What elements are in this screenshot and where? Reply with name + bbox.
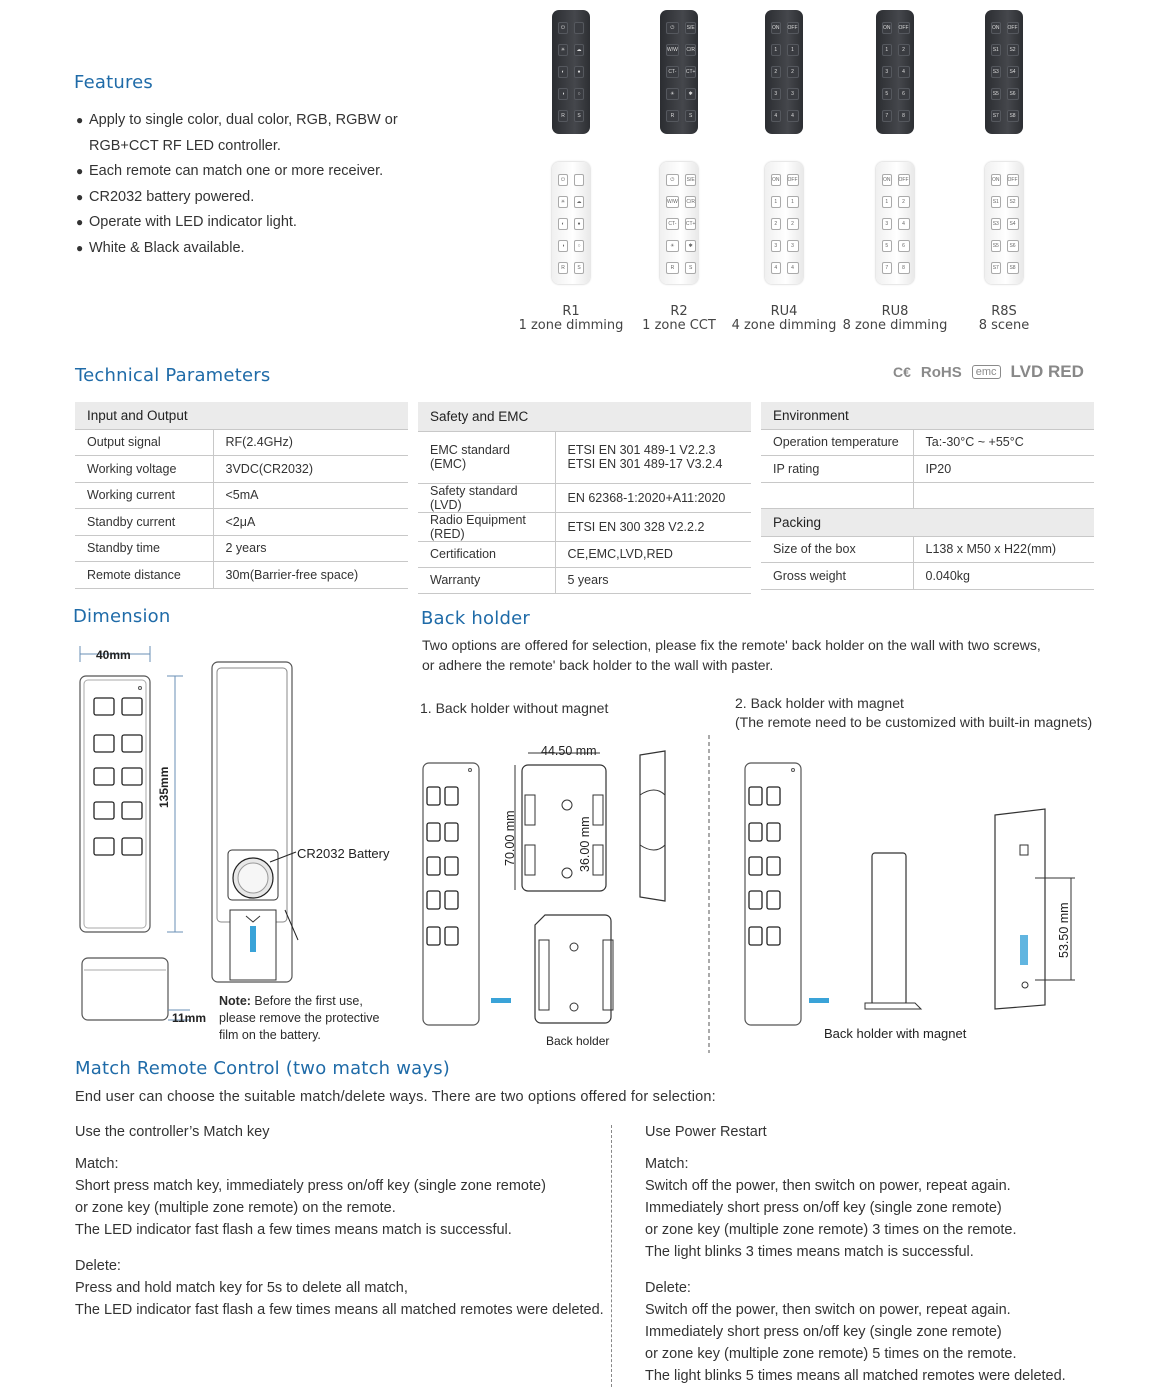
remote-key: S1 — [991, 44, 1001, 56]
model-desc: 4 zone dimming — [731, 318, 837, 333]
param-value: <5mA — [213, 482, 408, 509]
param-value: 5 years — [555, 567, 751, 593]
feature-item: ● White & Black available. — [76, 236, 406, 262]
remote-key: ○ — [574, 88, 584, 100]
delete-label: Delete: — [645, 1280, 691, 1296]
table-row — [418, 431, 751, 483]
remote-key: ◑ — [558, 88, 568, 100]
model-desc: 8 zone dimming — [842, 318, 948, 333]
table-row — [75, 429, 408, 456]
remote-key: 2 — [787, 66, 799, 78]
model-desc: 1 zone CCT — [642, 318, 716, 333]
param-name: Standby time — [75, 535, 213, 562]
remote-key: S5 — [991, 240, 1001, 252]
table-row — [761, 482, 1094, 509]
remote-key — [574, 174, 584, 186]
remote-key: OFF — [898, 174, 910, 186]
feature-item: ● Apply to single color, dual color, RGB, RGBW or RGB+CCT RF LED controller. — [76, 108, 406, 159]
remote-key: ON — [991, 174, 1001, 186]
param-name: Radio Equipment (RED) — [418, 512, 555, 541]
remote-key: ON — [771, 174, 781, 186]
remote-key: 4 — [787, 262, 799, 274]
remote-key: OFF — [787, 174, 799, 186]
remote-white-r8s — [985, 162, 1023, 284]
dim-width-label: 40mm — [96, 648, 131, 662]
battery-note — [219, 993, 394, 1044]
features-title: Features — [74, 72, 153, 93]
dimension-drawing — [70, 640, 410, 1050]
tech-title: Technical Parameters — [75, 365, 271, 386]
remote-key: 2 — [898, 44, 910, 56]
remote-key: OFF — [1007, 22, 1019, 34]
table-row — [418, 512, 751, 541]
packing-header: Packing — [761, 509, 1094, 536]
step-line: or zone key (multiple zone remote) 3 times on the remote. — [645, 1222, 1017, 1238]
remote-key: 6 — [898, 88, 910, 100]
step-line: The LED indicator fast flash a few times means all matched remotes were deleted. — [75, 1302, 604, 1318]
step-line: or zone key (multiple zone remote) 5 times on the remote. — [645, 1346, 1017, 1362]
match-intro: End user can choose the suitable match/delete ways. There are two options offered for selection: — [75, 1089, 716, 1105]
table-row — [761, 429, 1094, 456]
param-name: Operation temperature — [761, 429, 913, 456]
battery-label: CR2032 Battery — [297, 846, 390, 861]
model-code: RU4 — [770, 304, 798, 319]
table-row — [418, 483, 751, 512]
remote-key: 6 — [898, 240, 910, 252]
table-row — [418, 567, 751, 593]
param-value: <2μA — [213, 509, 408, 536]
remote-key: 7 — [882, 110, 892, 122]
option2-title: 2. Back holder with magnet — [735, 695, 904, 711]
table-row — [75, 509, 408, 536]
param-value: 0.040kg — [913, 563, 1094, 590]
remote-key: S6 — [1007, 88, 1019, 100]
remote-black-r2 — [660, 10, 698, 134]
param-name: EMC standard (EMC) — [418, 431, 555, 483]
remote-key: ⏻ — [666, 174, 679, 186]
remote-key: 2 — [771, 218, 781, 230]
remote-key: S/E — [685, 22, 697, 34]
param-value: L138 x M50 x H22(mm) — [913, 536, 1094, 563]
remote-key: OFF — [1007, 174, 1019, 186]
remote-key: 4 — [787, 110, 799, 122]
remote-key: ✱ — [685, 88, 697, 100]
remote-key: 4 — [771, 262, 781, 274]
remote-black-r8s — [985, 10, 1023, 134]
remote-white-r2 — [660, 162, 698, 284]
remote-key: S2 — [1007, 196, 1019, 208]
param-value: ETSI EN 300 328 V2.2.2 — [555, 512, 751, 541]
remote-key: W/W — [666, 196, 679, 208]
remote-key: 4 — [898, 66, 910, 78]
table-row — [761, 536, 1094, 563]
remote-key: R — [666, 262, 679, 274]
dim-depth-label: 11mm — [172, 1011, 207, 1025]
model-label — [729, 305, 839, 333]
note-text: Before the first use, please remove the protective film on the battery. — [219, 994, 380, 1042]
delete-label: Delete: — [75, 1258, 121, 1274]
ce-mark-icon: C€ — [893, 364, 911, 380]
param-name: Safety standard (LVD) — [418, 483, 555, 512]
magnet-holder-caption: Back holder with magnet — [824, 1026, 967, 1041]
back-holder-intro-1: Two options are offered for selection, please fix the remote' back holder on the wall with two screws, — [422, 637, 1041, 653]
remote-key: S/E — [685, 174, 697, 186]
feature-item: ● Each remote can match one or more receiver. — [76, 159, 406, 185]
param-value: 3VDC(CR2032) — [213, 456, 408, 483]
power-restart-heading: Use Power Restart — [645, 1124, 767, 1140]
remote-key: S6 — [1007, 240, 1019, 252]
model-label — [624, 305, 734, 333]
remote-key: 3 — [882, 218, 892, 230]
param-value: RF(2.4GHz) — [213, 429, 408, 456]
step-line: Switch off the power, then switch on power, repeat again. — [645, 1178, 1011, 1194]
step-line: Immediately short press on/off key (single zone remote) — [645, 1324, 1002, 1340]
environment-header: Environment — [761, 402, 1094, 429]
remote-key: 3 — [882, 66, 892, 78]
lvd-red-mark: LVD RED — [1010, 362, 1084, 381]
remote-key: 3 — [771, 240, 781, 252]
remote-key: 8 — [898, 110, 910, 122]
feature-item: ● Operate with LED indicator light. — [76, 210, 406, 236]
safety-table — [418, 402, 751, 594]
model-desc: 1 zone dimming — [518, 318, 624, 333]
table-row — [761, 456, 1094, 483]
step-line: The LED indicator fast flash a few times means match is successful. — [75, 1222, 512, 1238]
remote-key: ☀ — [558, 196, 568, 208]
safety-header: Safety and EMC — [418, 402, 751, 431]
remote-key: R — [558, 110, 568, 122]
step-line: Immediately short press on/off key (single zone remote) — [645, 1200, 1002, 1216]
remote-key: ON — [882, 22, 892, 34]
option1-title: 1. Back holder without magnet — [420, 700, 609, 716]
step-line: The light blinks 3 times means match is successful. — [645, 1244, 974, 1260]
param-value: IP20 — [913, 456, 1094, 483]
table-row — [75, 562, 408, 589]
remote-key: ON — [991, 22, 1001, 34]
holder-hole-label: 36.00 mm — [578, 816, 592, 872]
remote-key: 4 — [771, 110, 781, 122]
remote-key: ☁ — [574, 44, 584, 56]
param-name: Standby current — [75, 509, 213, 536]
io-table — [75, 402, 408, 589]
param-value: ETSI EN 301 489-1 V2.2.3 ETSI EN 301 489-17 V3.2.4 — [555, 431, 751, 483]
match-steps — [645, 1175, 1145, 1263]
remote-key: ⏻ — [558, 174, 568, 186]
param-name: Remote distance — [75, 562, 213, 589]
remote-black-r1 — [552, 10, 590, 134]
param-name: Warranty — [418, 567, 555, 593]
remote-key: 5 — [882, 88, 892, 100]
param-name: Output signal — [75, 429, 213, 456]
remote-key: S3 — [991, 66, 1001, 78]
remote-key: R — [558, 262, 568, 274]
remote-white-ru4 — [765, 162, 803, 284]
match-label: Match: — [75, 1156, 119, 1172]
io-header: Input and Output — [75, 402, 408, 429]
remote-key: C/R — [685, 196, 697, 208]
param-value: EN 62368-1:2020+A11:2020 — [555, 483, 751, 512]
remote-key: ● — [574, 218, 584, 230]
param-name — [761, 482, 913, 509]
magnet-hole-label: 53.50 mm — [1057, 902, 1071, 958]
remote-key: ON — [771, 22, 781, 34]
remote-key: ● — [574, 66, 584, 78]
remote-key: S7 — [991, 110, 1001, 122]
back-holder-intro-2: or adhere the remote' back holder to the wall with paster. — [422, 657, 774, 673]
back-holder-title: Back holder — [421, 608, 530, 629]
table-row — [75, 456, 408, 483]
remote-key: 1 — [771, 196, 781, 208]
remote-key: 1 — [771, 44, 781, 56]
remote-key: ☁ — [574, 196, 584, 208]
match-key-section — [75, 1121, 605, 1321]
param-value: CE,EMC,LVD,RED — [555, 541, 751, 567]
param-name: Certification — [418, 541, 555, 567]
match-title: Match Remote Control (two match ways) — [75, 1058, 450, 1079]
emc-mark: emc — [972, 365, 1001, 379]
power-restart-section — [645, 1121, 1145, 1387]
option2-note: (The remote need to be customized with built-in magnets) — [735, 714, 1093, 730]
match-label: Match: — [645, 1156, 689, 1172]
remote-key: S — [574, 262, 584, 274]
remote-key: 4 — [898, 218, 910, 230]
back-holder-drawing — [415, 735, 1115, 1055]
remote-key: S — [685, 110, 697, 122]
remote-key: 3 — [787, 240, 799, 252]
remote-key: S8 — [1007, 110, 1019, 122]
step-line: or zone key (multiple zone remote) on the remote. — [75, 1200, 396, 1216]
remote-key: CT- — [666, 66, 679, 78]
remote-key: ⏻ — [558, 22, 568, 34]
remote-key: CT+ — [685, 66, 697, 78]
remote-key: ☀ — [558, 44, 568, 56]
model-code: R1 — [562, 304, 580, 319]
packing-table — [761, 509, 1094, 590]
remote-key: ⏻ — [666, 22, 679, 34]
model-label — [949, 305, 1059, 333]
remote-key: W/W — [666, 44, 679, 56]
remote-key: C/R — [685, 44, 697, 56]
dimension-title: Dimension — [73, 606, 171, 627]
remote-key: 2 — [787, 218, 799, 230]
remote-key: 2 — [771, 66, 781, 78]
param-name: Working voltage — [75, 456, 213, 483]
remote-key: S1 — [991, 196, 1001, 208]
table-row — [761, 563, 1094, 590]
model-label — [516, 305, 626, 333]
model-code: RU8 — [881, 304, 909, 319]
model-desc: 8 scene — [978, 318, 1030, 333]
remote-key: S5 — [991, 88, 1001, 100]
step-line: Short press match key, immediately press on/off key (single zone remote) — [75, 1178, 546, 1194]
step-line: The light blinks 5 times means all matched remotes were deleted. — [645, 1368, 1066, 1384]
environment-table — [761, 402, 1094, 509]
remote-key: S7 — [991, 262, 1001, 274]
param-value: 30m(Barrier-free space) — [213, 562, 408, 589]
remote-key: 1 — [787, 44, 799, 56]
remote-black-ru4 — [765, 10, 803, 134]
remote-key: 3 — [771, 88, 781, 100]
remote-key: ◑ — [558, 240, 568, 252]
back-holder-caption: Back holder — [546, 1034, 610, 1048]
remote-key: 2 — [898, 196, 910, 208]
remote-key: 1 — [787, 196, 799, 208]
dim-height-label: 135mm — [157, 766, 171, 808]
note-label: Note: — [219, 994, 251, 1008]
model-code: R8S — [991, 304, 1017, 319]
remote-key: ON — [882, 174, 892, 186]
table-row — [418, 541, 751, 567]
remote-key: CT- — [666, 218, 679, 230]
remote-white-ru8 — [876, 162, 914, 284]
match-divider — [611, 1125, 612, 1387]
step-line: Switch off the power, then switch on power, repeat again. — [645, 1302, 1011, 1318]
remote-key: ✱ — [685, 240, 697, 252]
remote-key — [574, 22, 584, 34]
param-value: Ta:-30°C ~ +55°C — [913, 429, 1094, 456]
step-line: Press and hold match key for 5s to delete all match, — [75, 1280, 408, 1296]
model-code: R2 — [670, 304, 688, 319]
remote-key: ☀ — [666, 240, 679, 252]
remote-key: S8 — [1007, 262, 1019, 274]
remote-key: 1 — [882, 44, 892, 56]
delete-steps — [645, 1299, 1145, 1387]
features-list — [76, 108, 406, 261]
remote-key: CT+ — [685, 218, 697, 230]
remote-black-ru8 — [876, 10, 914, 134]
table-row — [75, 535, 408, 562]
remote-white-r1 — [552, 162, 590, 284]
remote-key: 1 — [882, 196, 892, 208]
remote-key: S3 — [991, 218, 1001, 230]
match-steps — [75, 1175, 605, 1241]
remote-key: 7 — [882, 262, 892, 274]
model-label — [840, 305, 950, 333]
param-value: 2 years — [213, 535, 408, 562]
remote-key: ◐ — [558, 66, 568, 78]
table-row — [75, 482, 408, 509]
remote-key: ○ — [574, 240, 584, 252]
param-name: Working current — [75, 482, 213, 509]
feature-item: ● CR2032 battery powered. — [76, 185, 406, 211]
cert-logos — [893, 362, 1084, 382]
remote-key: S2 — [1007, 44, 1019, 56]
param-name: Gross weight — [761, 563, 913, 590]
match-key-heading: Use the controller’s Match key — [75, 1124, 270, 1140]
param-name: IP rating — [761, 456, 913, 483]
remote-key: R — [666, 110, 679, 122]
delete-steps — [75, 1277, 605, 1321]
remote-key: S4 — [1007, 66, 1019, 78]
holder-width-label: 44.50 mm — [541, 744, 597, 758]
remote-key: 8 — [898, 262, 910, 274]
remote-key: S — [574, 110, 584, 122]
remote-key: 5 — [882, 240, 892, 252]
remote-key: 3 — [787, 88, 799, 100]
remote-key: ☀ — [666, 88, 679, 100]
remote-key: S4 — [1007, 218, 1019, 230]
remote-key: S — [685, 262, 697, 274]
rohs-mark: RoHS — [920, 363, 962, 381]
remote-key: OFF — [898, 22, 910, 34]
remote-key: OFF — [787, 22, 799, 34]
param-value — [913, 482, 1094, 509]
remote-key: ◐ — [558, 218, 568, 230]
holder-height-label: 70.00 mm — [503, 810, 517, 866]
param-name: Size of the box — [761, 536, 913, 563]
